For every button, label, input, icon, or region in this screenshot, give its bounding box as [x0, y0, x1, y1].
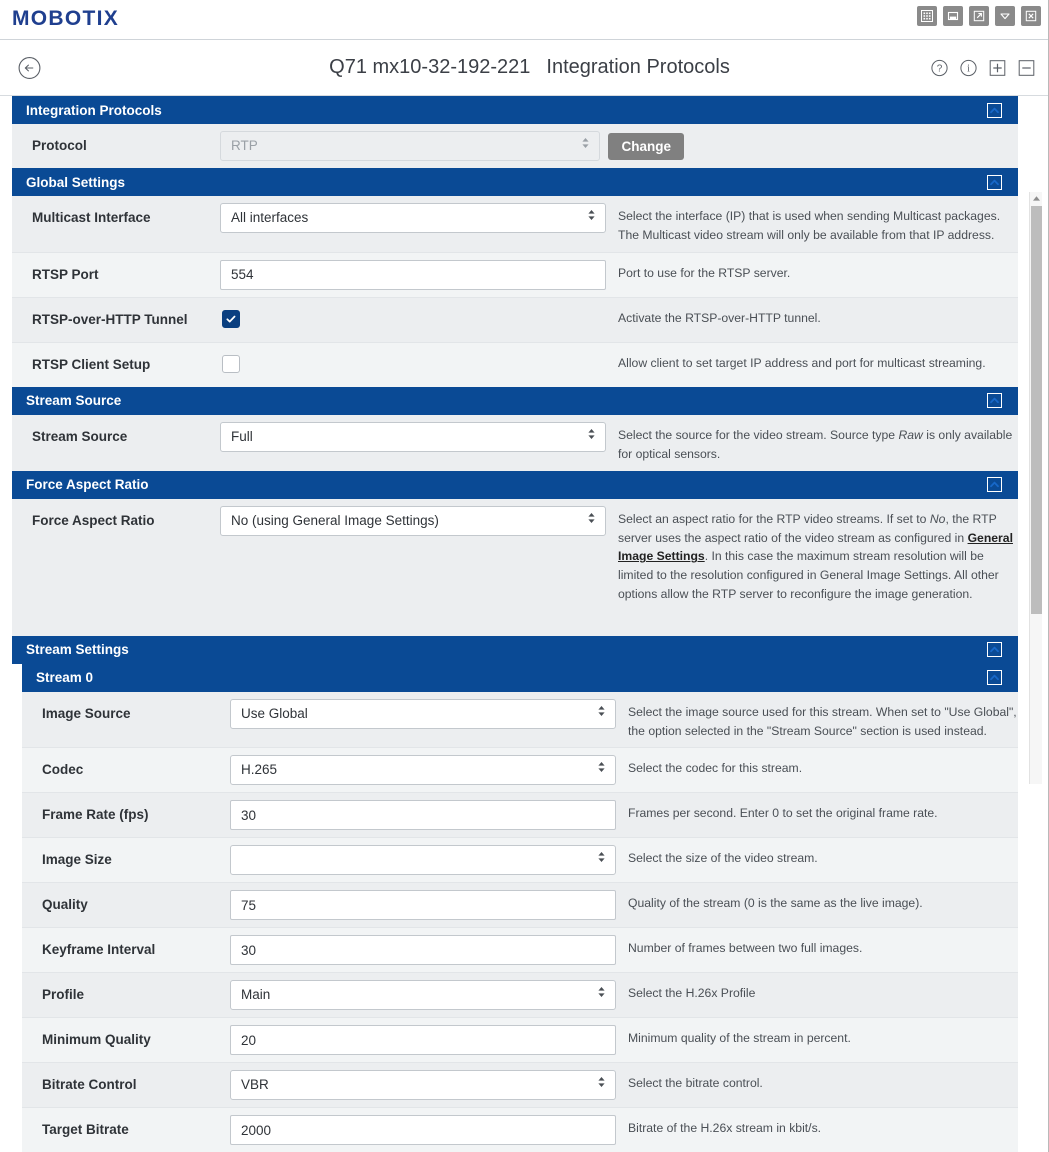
mobotix-logo: MOBOTIX: [12, 7, 120, 30]
control-minimum-quality: [230, 1025, 620, 1055]
desc-image-source: Select the image source used for this stream. When set to "Use Global", the option selected in the "Stream Source" section is used instead.: [628, 704, 1017, 738]
row-multicast-interface: [12, 196, 1018, 253]
change-button[interactable]: Change: [608, 133, 684, 160]
label-profile: Profile: [42, 987, 85, 1003]
svg-text:i: i: [967, 63, 970, 75]
desc-protocol: [690, 131, 1018, 135]
section-body-force-aspect-ratio: [12, 499, 1018, 636]
section-title: Stream Source: [26, 393, 122, 409]
control-stream-source: [220, 422, 610, 452]
section-body-integration-protocols: [12, 124, 1018, 168]
label-frame-rate: Frame Rate (fps): [42, 807, 149, 823]
row-protocol: [12, 124, 1018, 168]
desc-quality: Quality of the stream (0 is the same as the live image).: [628, 896, 923, 911]
desc-profile: Select the H.26x Profile: [628, 986, 756, 1001]
close-icon[interactable]: [1021, 6, 1041, 26]
label-protocol: Protocol: [32, 138, 87, 153]
row-force-aspect-ratio: [12, 499, 1018, 636]
desc-keyframe-interval: Number of frames between two full images.: [628, 941, 863, 956]
control-frame-rate: [230, 800, 620, 830]
general-image-settings-link[interactable]: General Image Settings: [618, 530, 1013, 564]
desc-frame-rate: Frames per second. Enter 0 to set the original frame rate.: [628, 806, 938, 821]
quality-input[interactable]: [230, 890, 616, 920]
section-header-stream-settings: [12, 636, 1018, 664]
control-image-size: [230, 845, 620, 875]
rtsp-client-setup-checkbox[interactable]: [222, 355, 240, 373]
control-bitrate-control: [230, 1070, 620, 1100]
row-frame-rate: [22, 793, 1018, 838]
expand-all-icon[interactable]: [989, 59, 1006, 76]
control-protocol: [220, 131, 690, 161]
row-rtsp-over-http-tunnel: [12, 298, 1018, 343]
label-multicast-interface: Multicast Interface: [32, 210, 151, 225]
desc-part-1: Select the source for the video stream. Source type: [618, 427, 899, 442]
collapse-all-icon[interactable]: [1018, 59, 1035, 76]
settings-content: [12, 96, 1018, 1152]
section-title: Force Aspect Ratio: [26, 477, 149, 493]
svg-text:?: ?: [936, 63, 943, 75]
section-header-integration-protocols: [12, 96, 1018, 124]
keyframe-interval-input[interactable]: [230, 935, 616, 965]
row-stream-source: [12, 415, 1018, 471]
vertical-scrollbar[interactable]: [1029, 192, 1042, 784]
control-quality: [230, 890, 620, 920]
label-codec: Codec: [42, 762, 84, 778]
desc-rtsp-over-http-tunnel: Activate the RTSP-over-HTTP tunnel.: [618, 310, 821, 325]
section-header-stream-0: [22, 664, 1018, 692]
control-keyframe-interval: [230, 935, 620, 965]
label-minimum-quality: Minimum Quality: [42, 1032, 151, 1048]
row-codec: [22, 748, 1018, 793]
desc-emphasis: Raw: [898, 427, 923, 442]
scroll-up-arrow-icon[interactable]: [1030, 192, 1042, 205]
page-tools: [931, 59, 1035, 76]
codec-select[interactable]: H.265: [230, 755, 616, 785]
chevron-up-icon[interactable]: [987, 175, 1002, 190]
control-codec: [230, 755, 620, 785]
profile-select[interactable]: Main: [230, 980, 616, 1010]
desc-part-2: is only available for optical sensors.: [618, 427, 1013, 461]
label-image-source: Image Source: [42, 705, 131, 721]
stream-source-select[interactable]: Full: [220, 422, 606, 452]
control-profile: [230, 980, 620, 1010]
frame-rate-input[interactable]: [230, 800, 616, 830]
desc-part-3: . In this case the maximum stream resolution will be limited to the resolution configured in General Image Settings. All other options allow the RTP server to reconfigure the image generation.: [618, 549, 999, 602]
desc-emphasis: No: [929, 511, 946, 526]
desc-bitrate-control: Select the bitrate control.: [628, 1076, 763, 1091]
settings-scroll-area: [0, 96, 1049, 1138]
section-header-force-aspect-ratio: [12, 471, 1018, 499]
row-minimum-quality: [22, 1018, 1018, 1063]
back-arrow-icon[interactable]: [18, 56, 41, 79]
section-title: Stream 0: [36, 670, 94, 686]
row-image-source: [22, 692, 1018, 749]
chevron-down-icon[interactable]: [995, 6, 1015, 26]
label-force-aspect-ratio: Force Aspect Ratio: [32, 512, 155, 528]
label-image-size: Image Size: [42, 852, 112, 868]
chevron-up-icon[interactable]: [987, 103, 1002, 118]
bitrate-control-select[interactable]: VBR: [230, 1070, 616, 1100]
apps-grid-icon[interactable]: [917, 6, 937, 26]
minimum-quality-input[interactable]: [230, 1025, 616, 1055]
page-title: [319, 56, 730, 79]
chevron-up-icon[interactable]: [987, 393, 1002, 408]
row-keyframe-interval: [22, 928, 1018, 973]
rtsp-port-input[interactable]: [220, 260, 606, 290]
brand-bar: [0, 0, 1049, 40]
section-header-stream-source: [12, 387, 1018, 415]
target-bitrate-input[interactable]: [230, 1115, 616, 1145]
section-title: Global Settings: [26, 174, 126, 190]
row-profile: [22, 973, 1018, 1018]
force-aspect-ratio-select[interactable]: No (using General Image Settings): [220, 506, 606, 536]
desc-force-aspect-ratio: [610, 506, 1018, 605]
section-title: Integration Protocols: [26, 102, 162, 118]
image-source-select[interactable]: Use Global: [230, 699, 616, 729]
label-stream-source: Stream Source: [32, 428, 128, 444]
control-multicast-interface: [220, 203, 610, 233]
control-rtsp-over-http-tunnel: [220, 305, 610, 330]
desc-multicast-interface: Select the interface (IP) that is used when sending Multicast packages. The Multicast video stream will only be available from that IP address.: [618, 209, 1001, 242]
label-rtsp-over-http-tunnel: RTSP-over-HTTP Tunnel: [32, 311, 188, 327]
scrollbar-thumb[interactable]: [1031, 206, 1042, 614]
chevron-up-icon[interactable]: [987, 642, 1002, 657]
control-rtsp-client-setup: [220, 350, 610, 378]
desc-part-2: , the RTP server uses the aspect ratio of the video stream as configured in: [618, 511, 997, 545]
label-target-bitrate: Target Bitrate: [42, 1122, 129, 1138]
multicast-interface-select[interactable]: All interfaces: [220, 203, 606, 233]
chevron-up-icon[interactable]: [987, 670, 1002, 685]
desc-rtsp-port: Port to use for the RTSP server.: [618, 265, 791, 280]
label-keyframe-interval: Keyframe Interval: [42, 942, 156, 958]
control-target-bitrate: [230, 1115, 620, 1145]
row-rtsp-port: [12, 253, 1018, 298]
desc-codec: Select the codec for this stream.: [628, 761, 803, 776]
desc-stream-source: [610, 422, 1018, 464]
info-icon[interactable]: [960, 59, 977, 76]
desc-target-bitrate: Bitrate of the H.26x stream in kbit/s.: [628, 1121, 822, 1136]
desc-part-1: Select an aspect ratio for the RTP video streams. If set to: [618, 511, 930, 526]
row-bitrate-control: [22, 1063, 1018, 1108]
external-link-icon[interactable]: [969, 6, 989, 26]
section-header-global-settings: [12, 168, 1018, 196]
window-controls: [917, 6, 1041, 26]
section-body-global-settings: [12, 196, 1018, 387]
desc-image-size: Select the size of the video stream.: [628, 851, 818, 866]
section-body-stream-0: [22, 692, 1018, 1152]
row-rtsp-client-setup: [12, 343, 1018, 387]
label-quality: Quality: [42, 897, 88, 913]
chevron-up-icon[interactable]: [987, 477, 1002, 492]
desc-minimum-quality: Minimum quality of the stream in percent.: [628, 1031, 851, 1046]
rtsp-over-http-tunnel-checkbox[interactable]: [222, 310, 240, 328]
device-name: Q71 mx10-32-192-221: [329, 56, 531, 78]
page-title-bar: [0, 40, 1049, 96]
control-rtsp-port: [220, 260, 610, 290]
row-target-bitrate: [22, 1108, 1018, 1152]
row-quality: [22, 883, 1018, 928]
control-image-source: [230, 699, 620, 729]
label-rtsp-port: RTSP Port: [32, 266, 99, 282]
section-title: Stream Settings: [26, 642, 129, 658]
control-force-aspect-ratio: [220, 506, 610, 536]
section-body-stream-source: [12, 415, 1018, 471]
label-bitrate-control: Bitrate Control: [42, 1077, 137, 1093]
help-icon[interactable]: [931, 59, 948, 76]
image-size-select[interactable]: [230, 845, 616, 875]
page-name: Integration Protocols: [546, 56, 730, 78]
window-icon[interactable]: [943, 6, 963, 26]
desc-rtsp-client-setup: Allow client to set target IP address and port for multicast streaming.: [618, 355, 986, 370]
protocol-select[interactable]: RTP: [220, 131, 600, 161]
row-image-size: [22, 838, 1018, 883]
label-rtsp-client-setup: RTSP Client Setup: [32, 356, 151, 372]
